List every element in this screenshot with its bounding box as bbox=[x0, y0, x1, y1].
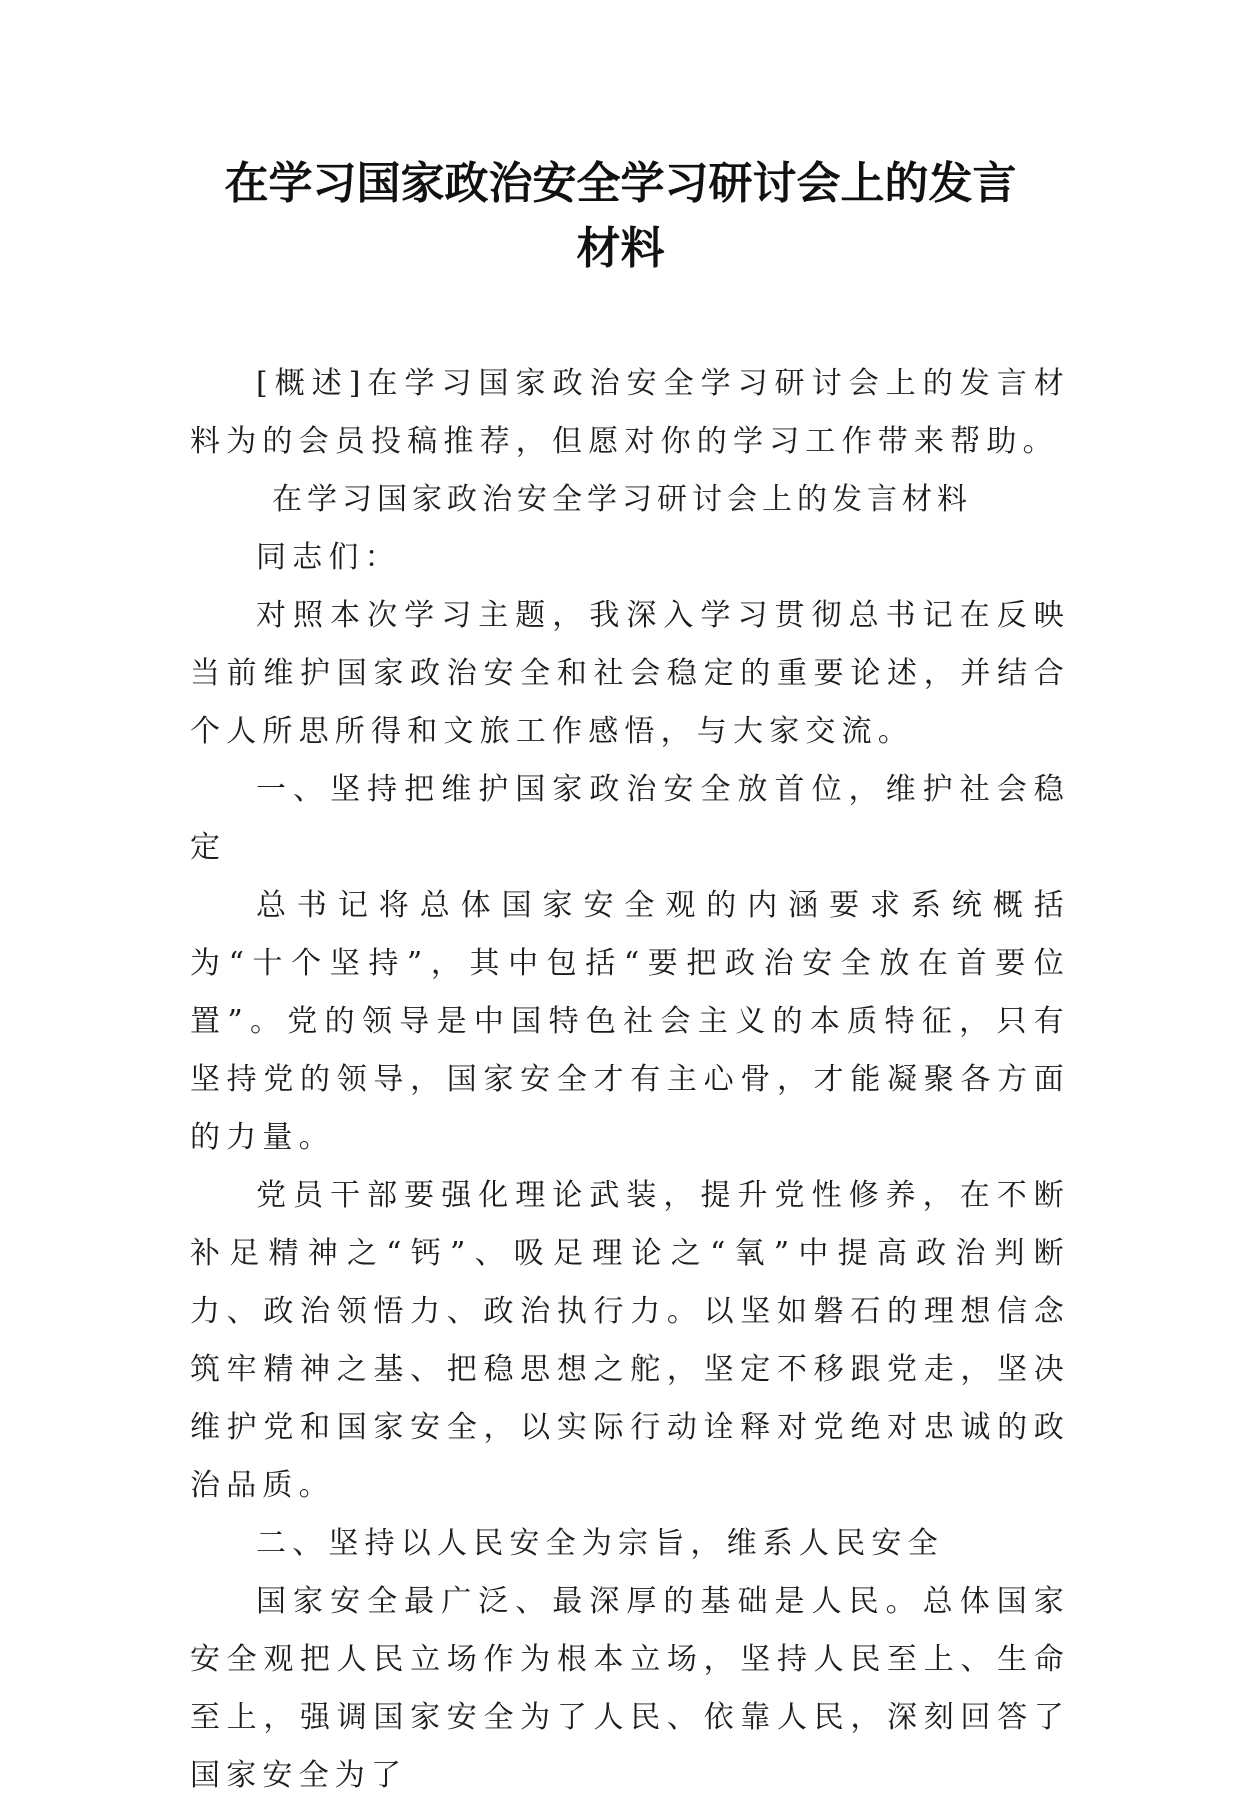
document-body bbox=[190, 355, 1070, 1805]
intro-paragraph: 对照本次学习主题，我深入学习贯彻总书记在反映当前维护国家政治安全和社会稳定的重要论述，并结合个人所思所得和文旅工作感悟，与大家交流。 bbox=[190, 598, 1070, 749]
document-title-line-1: 在学习国家政治安全学习研讨会上的发言 bbox=[224, 158, 1017, 209]
salutation: 同志们： bbox=[256, 540, 401, 575]
summary-paragraph: [概述]在学习国家政治安全学习研讨会上的发言材料为的会员投稿推荐，但愿对你的学习工作带来帮助。 bbox=[190, 366, 1070, 459]
section-1-paragraph-2: 党员干部要强化理论武装，提升党性修养，在不断补足精神之“钙”、吸足理论之“氧”中提高政治判断力、政治领悟力、政治执行力。以坚如磐石的理想信念筑牢精神之基、把稳思想之舵，坚定不移跟党走，坚决维护党和国家安全，以实际行动诠释对党绝对忠诚的政治品质。 bbox=[190, 1178, 1070, 1503]
section-1-paragraph-1: 总书记将总体国家安全观的内涵要求系统概括为“十个坚持”，其中包括“要把政治安全放在首要位置”。党的领导是中国特色社会主义的本质特征，只有坚持党的领导，国家安全才有主心骨，才能凝聚各方面的力量。 bbox=[190, 888, 1070, 1155]
section-2-paragraph-1: 国家安全最广泛、最深厚的基础是人民。总体国家安全观把人民立场作为根本立场，坚持人民至上、生命至上，强调国家安全为了人民、依靠人民，深刻回答了国家安全为了 bbox=[190, 1584, 1070, 1793]
document-title-line-2: 材料 bbox=[576, 223, 665, 274]
subtitle-paragraph: 在学习国家政治安全学习研讨会上的发言材料 bbox=[272, 482, 972, 517]
section-heading-2: 二、坚持以人民安全为宗旨，维系人民安全 bbox=[256, 1526, 944, 1561]
section-heading-1: 一、坚持把维护国家政治安全放首位，维护社会稳定 bbox=[190, 772, 1070, 865]
